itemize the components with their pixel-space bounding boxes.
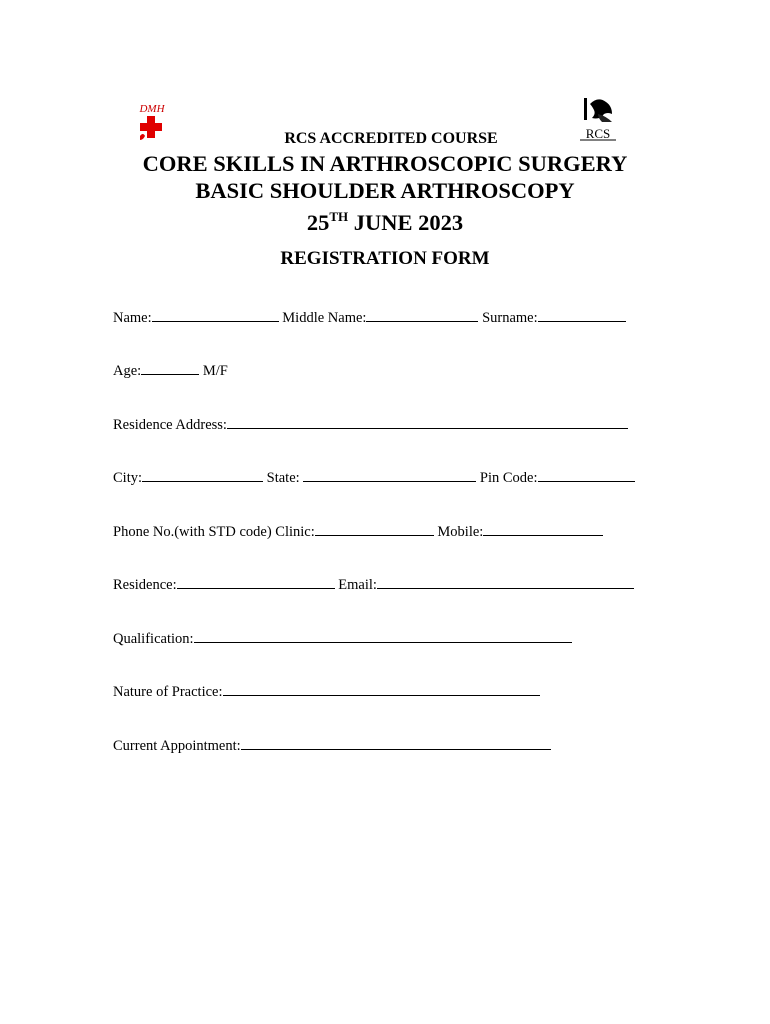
residence-phone-field[interactable] [177,576,335,589]
city-field[interactable] [142,469,263,482]
surname-label: Surname: [482,310,538,326]
phone-clinic-field[interactable] [315,523,434,536]
name-row [113,309,626,327]
name-field[interactable] [152,309,279,322]
nature-of-practice-field[interactable] [223,683,540,696]
mobile-label: Mobile: [437,524,484,540]
course-date [0,204,770,236]
email-label: Email: [338,577,377,593]
residence-address-field[interactable] [227,416,628,429]
registration-form-heading: REGISTRATION FORM [280,248,490,269]
residence-phone-label: Residence: [113,577,177,593]
residence-address-row [113,416,628,434]
state-label: State: [266,470,300,486]
pin-code-field[interactable] [538,469,635,482]
qualification-label: Qualification: [113,631,194,647]
current-appointment-row [113,737,551,755]
age-label: Age: [113,363,142,379]
age-field[interactable] [141,362,199,375]
date-suffix: TH [329,209,349,224]
mobile-field[interactable] [483,523,603,536]
phone-clinic-label: Phone No.(with STD code) Clinic: [113,524,315,540]
course-subtitle: BASIC SHOULDER ARTHROSCOPY [195,178,575,203]
surname-field[interactable] [538,309,626,322]
state-field[interactable] [303,469,476,482]
age-row [113,362,228,380]
middle-name-field[interactable] [366,309,478,322]
dmh-logo-text: DMH [139,103,165,115]
residence-phone-row [113,576,634,594]
date-month-year: JUNE 2023 [348,210,464,235]
city-row [113,469,635,487]
nature-of-practice-row [113,683,540,701]
pin-code-label: Pin Code: [479,470,538,486]
current-appointment-field[interactable] [241,737,551,750]
phone-row [113,523,603,541]
city-label: City: [113,470,143,486]
qualification-field[interactable] [194,630,572,643]
gender-label: M/F [202,363,228,379]
course-title: CORE SKILLS IN ARTHROSCOPIC SURGERY [142,151,628,176]
name-label: Name: [113,310,152,326]
rcs-logo-text: RCS [585,126,611,141]
residence-address-label: Residence Address: [113,417,227,433]
current-appointment-label: Current Appointment: [113,738,241,754]
qualification-row [113,630,572,648]
email-field[interactable] [377,576,634,589]
middle-name-label: Middle Name: [282,310,367,326]
date-day: 25 [306,210,330,235]
accredited-course-label: RCS ACCREDITED COURSE [284,130,498,147]
nature-of-practice-label: Nature of Practice: [113,684,223,700]
